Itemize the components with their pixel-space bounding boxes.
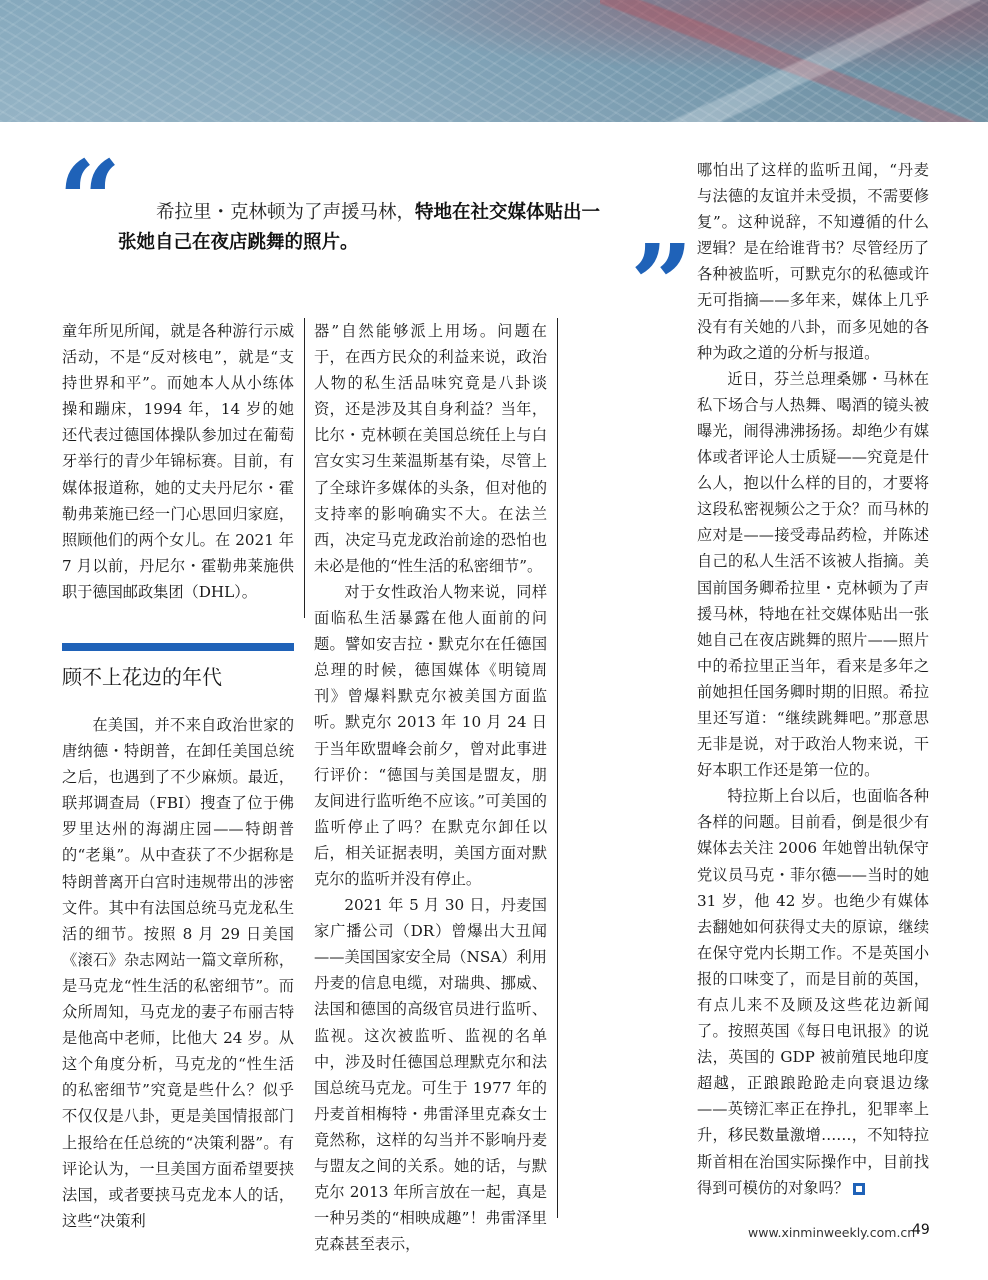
pull-quote-bold: 特地在社交媒体贴出一张她自己在夜店跳舞的照片。 — [118, 202, 601, 253]
article-column-3 — [697, 157, 929, 1201]
paragraph-text: 特拉斯上台以后，也面临各种各样的问题。目前看，倒是很少有媒体去关注 2006 年她曾出轨保守党议员马克・菲尔德——当时的她 31 岁，他 42 岁。也绝少有媒体去翻她如何获得丈夫的原谅，继续在保守党内长期工作。不是英国小报的口味变了，而是目前的英国，有点儿来不及顾及这些花边新闻了。按照英国《每日电讯报》的说法，英国的 GDP 被前殖民地印度超越，正踉踉跄跄走向衰退边缘——英镑汇率正在挣扎，犯罪率上升，移民数量激增……，不知特拉斯首相在治国实际操作中，目前找得到可模仿的对象吗？ — [697, 787, 929, 1197]
paragraph — [697, 783, 929, 1201]
paragraph: 近日，芬兰总理桑娜・马林在私下场合与人热舞、喝酒的镜头被曝光，闹得沸沸扬扬。却绝少有媒体或者评论人士质疑——究竟是什么人，抱以什么样的目的，才要将这段私密视频公之于众？而马林的应对是——接受毒品药检，并陈述自己的私人生活不该被人指摘。美国前国务卿希拉里・克林顿为了声援马林，特地在社交媒体贴出一张她自己在夜店跳舞的照片——照片中的希拉里正当年，看来是多年之前她担任国务卿时期的旧照。希拉里还写道：“继续跳舞吧。”那意思无非是说，对于政治人物来说，干好本职工作还是第一位的。 — [697, 369, 929, 780]
section-bar — [62, 643, 294, 651]
pull-quote-lead: 希拉里・克林顿为了声援马林， — [156, 202, 416, 223]
page-number: 49 — [912, 1222, 930, 1238]
paragraph: 童年所见所闻，就是各种游行示威活动，不是“反对核电”，就是“支持世界和平”。而她本人从小练体操和蹦床，1994 年，14 岁的她还代表过德国体操队参加过在葡萄牙举行的青少年锦标赛。目前，有媒体报道称，她的丈夫丹尼尔・霍勒弗莱施已经一门心思回归家庭，照顾他们的两个女儿。在 2021 年 7 月以前，丹尼尔・霍勒弗莱施供职于德国邮政集团（DHL）。 — [62, 322, 294, 601]
paragraph: 对于女性政治人物来说，同样面临私生活暴露在他人面前的问题。譬如安吉拉・默克尔在任德国总理的时候，德国媒体《明镜周刊》曾爆料默克尔被美国方面监听。默克尔 2013 年 10 月 24 日于当年欧盟峰会前夕，曾对此事进行评价：“德国与美国是盟友，朋友间进行监听绝不应该。”可美国的监听停止了吗？在默克尔卸任以后，相关证据表明，美国方面对默克尔的监听并没有停止。 — [314, 582, 547, 888]
paragraph: 哪怕出了这样的监听丑闻，“丹麦与法德的友谊并未受损，不需要修复”。这种说辞，不知遵循的什么逻辑？是在给谁背书？尽管经历了各种被监听，可默克尔的私德或许无可指摘——多年来，媒体上几乎没有有关她的八卦，而多见她的各种为政之道的分析与报道。 — [697, 161, 929, 362]
column-divider — [557, 318, 558, 1218]
end-mark-icon — [853, 1183, 865, 1195]
paragraph: 器”自然能够派上用场。问题在于，在西方民众的利益来说，政治人物的私生活品味究竟是八卦谈资，还是涉及其自身利益？当年，比尔・克林顿在美国总统任上与白宫女实习生莱温斯基有染，尽管上了全球许多媒体的头条，但对他的支持率的影响确实不大。在法兰西，决定马克龙政治前途的恐怕也未必是他的“性生活的私密细节”。 — [314, 322, 547, 575]
open-quote-mark-icon: “ — [58, 136, 122, 265]
paragraph: 在美国，并不来自政治世家的唐纳德・特朗普，在卸任美国总统之后，也遇到了不少麻烦。最近，联邦调查局（FBI）搜查了位于佛罗里达州的海湖庄园——特朗普的“老巢”。从中查获了不少据称是特朗普离开白宫时违规带出的涉密文件。其中有法国总统马克龙私生活的细节。按照 8 月 29 日美国《滚石》杂志网站一篇文章所称，是马克龙“性生活的私密细节”。而众所周知，马克龙的妻子布丽吉特是他高中老师，比他大 24 岁。从这个角度分析，马克龙的“性生活的私密细节”究竟是些什么？似乎不仅仅是八卦，更是美国情报部门上报给在任总统的“决策利器”。有评论认为，一旦美国方面希望要挟法国，或者要挟马克龙本人的话，这些“决策利 — [62, 716, 294, 1230]
section-heading: 顾不上花边的年代 — [62, 665, 222, 689]
close-quote-mark-icon: ” — [630, 220, 694, 349]
article-column-1-lower — [62, 712, 294, 1234]
column-divider — [304, 318, 305, 618]
paragraph: 2021 年 5 月 30 日，丹麦国家广播公司（DR）曾爆出大丑闻——美国国家安全局（NSA）利用丹麦的信息电缆，对瑞典、挪威、法国和德国的高级官员进行监听、监视。这次被监听、监视的名单中，涉及时任德国总理默克尔和法国总统马克龙。可生于 1977 年的丹麦首相梅特・弗雷泽里克森女士竟然称，这样的勾当并不影响丹麦与盟友之间的关系。她的话，与默克尔 2013 年所言放在一起，真是一种另类的“相映成趣”！弗雷泽里克森甚至表示， — [314, 896, 547, 1254]
article-column-1 — [62, 318, 294, 605]
article-column-2 — [314, 318, 547, 1257]
pull-quote — [118, 198, 618, 258]
footer-url: www.xinminweekly.com.cn — [748, 1225, 916, 1240]
banner-shade — [0, 0, 988, 122]
